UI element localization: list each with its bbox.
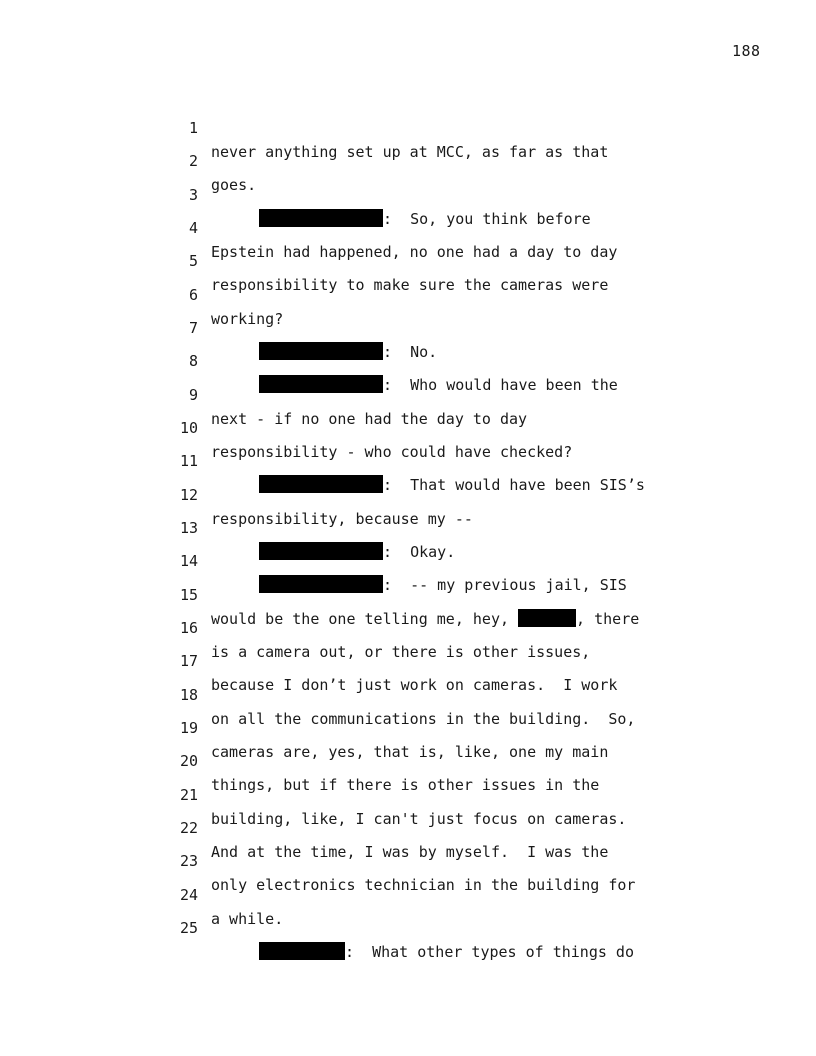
- line-text: cameras are, yes, that is, like, one my main: [211, 742, 609, 761]
- line-number: 7: [188, 318, 198, 337]
- line-text: , there: [576, 609, 640, 628]
- transcript-line: [0, 92, 816, 161]
- line-number: 11: [179, 452, 198, 471]
- line-number: 6: [188, 285, 198, 304]
- line-text: : Who would have been the: [383, 376, 618, 395]
- line-text: things, but if there is other issues in the: [211, 776, 600, 795]
- line-text: : That would have been SIS’s: [383, 476, 645, 495]
- line-text: next - if no one had the day to day: [211, 409, 528, 428]
- line-number: 12: [179, 485, 198, 504]
- line-number: 24: [179, 885, 198, 904]
- speaker-line: [259, 940, 634, 964]
- line-text: And at the time, I was by myself. I was the: [211, 842, 609, 861]
- transcript-line: [0, 392, 816, 461]
- transcript-line: [0, 492, 816, 561]
- line-number: 2: [188, 152, 198, 171]
- line-number: 1: [188, 119, 198, 137]
- transcript-line: [0, 692, 816, 761]
- line-number: 23: [179, 852, 198, 871]
- page-number: 188: [732, 42, 761, 60]
- line-number: 16: [179, 618, 198, 637]
- line-number: 8: [188, 352, 198, 371]
- line-text: would be the one telling me, hey,: [211, 609, 519, 628]
- line-text: working?: [211, 309, 284, 328]
- redaction-box: [259, 942, 345, 960]
- line-number: 5: [188, 252, 198, 271]
- transcript-line: [0, 292, 816, 361]
- line-number: 17: [179, 652, 198, 671]
- line-text: : Okay.: [383, 542, 456, 561]
- line-number: 14: [179, 552, 198, 571]
- transcript-line: [0, 259, 816, 328]
- line-number: 4: [188, 218, 198, 237]
- line-number: 15: [179, 585, 198, 604]
- transcript-line: [0, 225, 816, 295]
- line-number: 25: [179, 918, 198, 937]
- transcript-line: [0, 159, 816, 228]
- line-text: responsibility, because my --: [211, 509, 473, 528]
- line-text: goes.: [211, 176, 257, 195]
- line-text: never anything set up at MCC, as far as that: [211, 143, 609, 161]
- transcript-line: [0, 892, 816, 961]
- line-number: 21: [179, 785, 198, 804]
- line-number: 22: [179, 818, 198, 837]
- transcript-line: [0, 125, 816, 195]
- line-text: a while.: [211, 909, 284, 928]
- line-text: Epstein had happened, no one had a day to day: [211, 242, 618, 261]
- line-text: because I don’t just work on cameras. I work: [211, 676, 618, 695]
- line-text: : -- my previous jail, SIS: [383, 576, 627, 595]
- transcript-line: [0, 592, 816, 661]
- line-number: 18: [179, 685, 198, 704]
- transcript-line: [0, 325, 816, 395]
- transcript-body: [0, 92, 816, 961]
- line-number: 9: [188, 385, 198, 404]
- line-number: 10: [179, 418, 198, 437]
- transcript-line: [0, 192, 816, 261]
- line-text: : No.: [383, 342, 438, 361]
- transcript-line: [0, 792, 816, 861]
- line-text: is a camera out, or there is other issues,: [211, 642, 591, 661]
- line-text: responsibility - who could have checked?: [211, 442, 573, 461]
- line-number: 13: [179, 518, 198, 537]
- line-number: 20: [179, 752, 198, 771]
- line-number: 19: [179, 718, 198, 737]
- line-number: 3: [188, 185, 198, 204]
- line-text: on all the communications in the building. So,: [211, 709, 636, 728]
- line-text: only electronics technician in the building for: [211, 876, 636, 895]
- line-text: : So, you think before: [383, 209, 591, 228]
- line-text: responsibility to make sure the cameras were: [211, 276, 609, 295]
- line-text: : What other types of things do: [345, 942, 634, 961]
- line-text: building, like, I can't just focus on cameras.: [211, 809, 627, 828]
